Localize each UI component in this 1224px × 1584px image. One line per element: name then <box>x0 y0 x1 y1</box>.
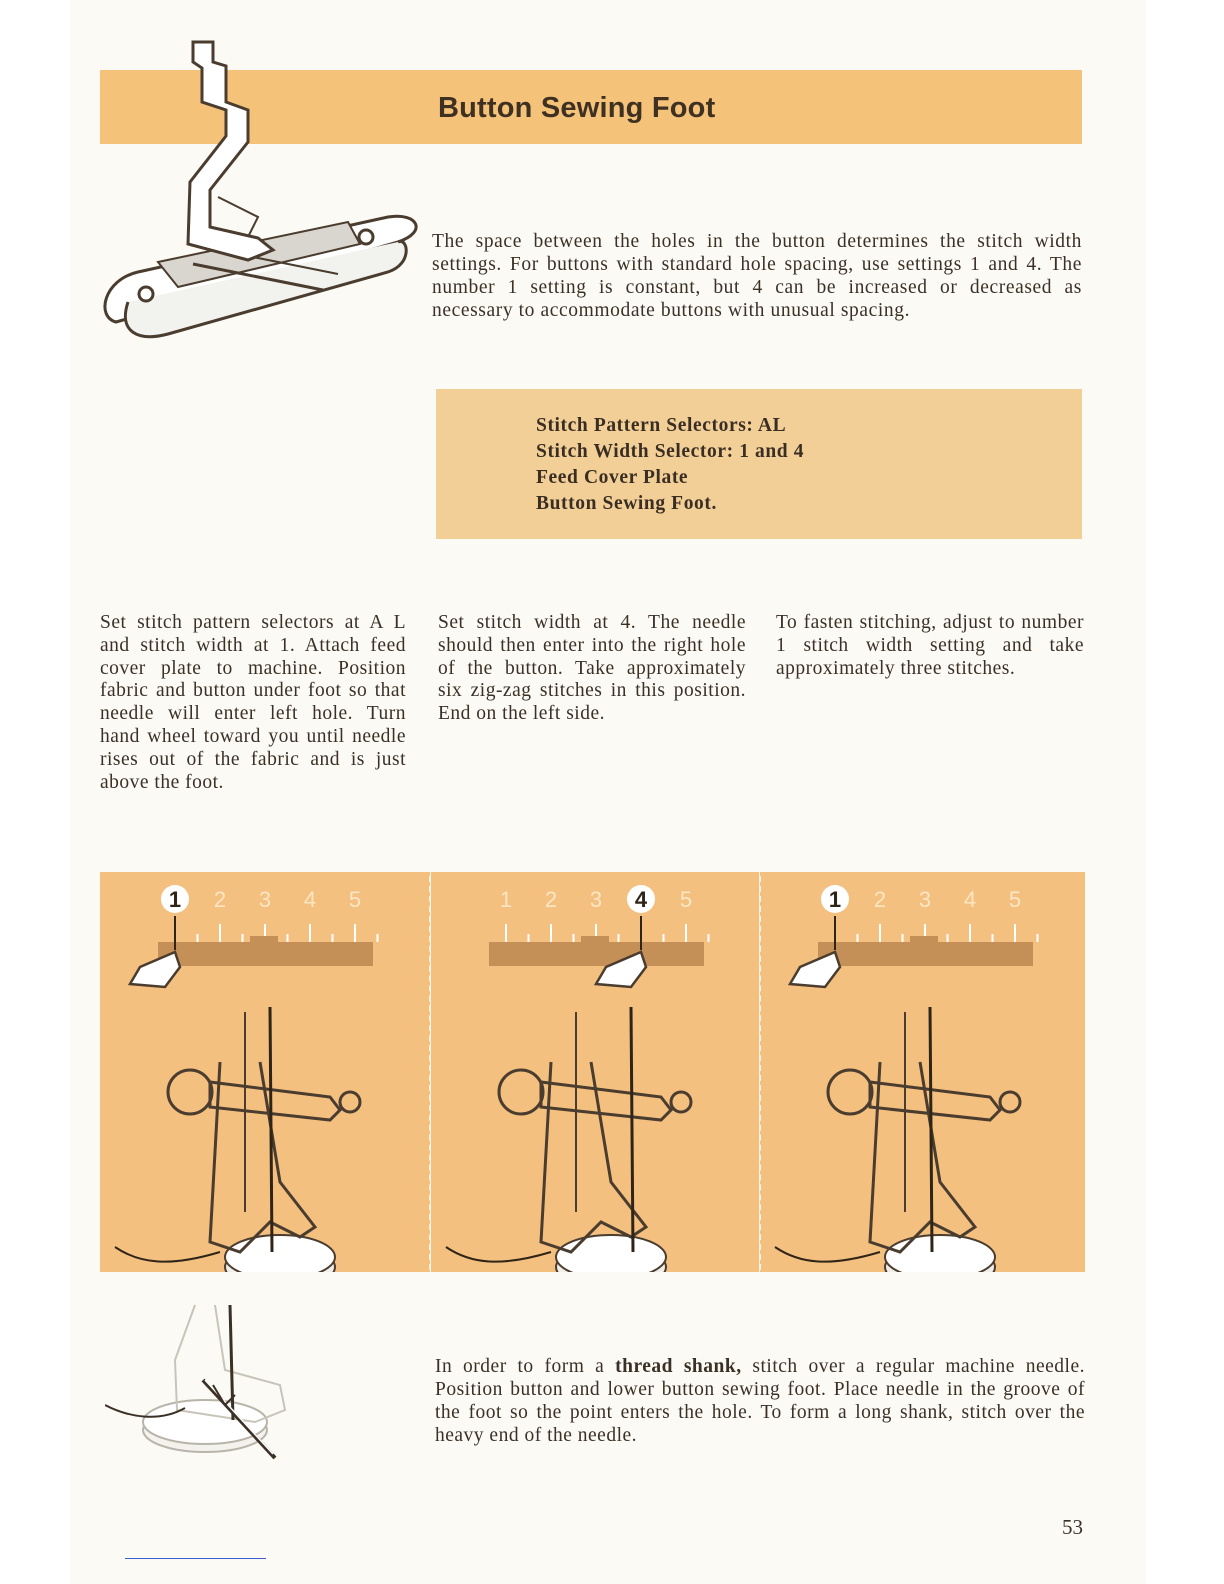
button <box>885 1235 995 1272</box>
width-number: 2 <box>544 887 558 912</box>
shank-text-before: In order to form a <box>435 1356 616 1377</box>
panel-step-2 <box>431 872 759 1272</box>
thread <box>775 1247 880 1262</box>
button <box>556 1235 666 1272</box>
panel-step-2-illustration <box>431 872 759 1272</box>
screw-head <box>340 1092 360 1112</box>
presser-bar <box>541 1082 671 1120</box>
settings-box <box>436 389 1082 539</box>
thumb-screw <box>828 1070 872 1114</box>
step-3-text: To fasten stitching, adjust to number 1 stitch width setting and take approximately three stitches. <box>776 612 1084 679</box>
needle-and-button <box>775 1007 1020 1272</box>
step-1-text: Set stitch pattern selectors at A L and stitch width at 1. Attach feed cover plate to machine. Position fabric and button under foot so that needle will enter left hole. Turn hand wheel toward you until needle rises out of the fabric and is just above the foot. <box>100 612 406 793</box>
panel-step-1-illustration <box>100 872 430 1272</box>
width-number: 2 <box>213 887 227 912</box>
step-2-text: Set stitch width at 4. The needle should then enter into the right hole of the button. Take approximately six zig-zag stitches in this position. End on the left side. <box>438 612 746 725</box>
needle <box>930 1007 932 1252</box>
scale-marker <box>581 936 609 942</box>
shank-text-after: stitch over a regular machine needle. Position button and lower button sewing foot. Place needle in the groove of the foot so the point enters the hole. To form a long shank, stitch over the heavy end of the needle. <box>435 1356 1085 1446</box>
thumb-screw <box>168 1070 212 1114</box>
presser-foot <box>870 1062 975 1252</box>
selected-width-number: 4 <box>634 887 648 912</box>
width-number: 5 <box>1008 887 1022 912</box>
intro-paragraph: The space between the holes in the button determines the stitch width settings. For buttons with standard hole spacing, use settings 1 and 4. The number 1 setting is constant, but 4 can be increased or decreased as necessary to accommodate buttons with unusual spacing. <box>432 231 1082 321</box>
screw-head <box>1000 1092 1020 1112</box>
button <box>225 1235 335 1272</box>
width-number: 3 <box>918 887 932 912</box>
screw-head <box>671 1092 691 1112</box>
presser-bar <box>870 1082 1000 1120</box>
setting-width-selector: Stitch Width Selector: 1 and 4 <box>536 441 805 462</box>
panel-step-1 <box>100 872 430 1272</box>
shank-text-bold: thread shank, <box>615 1356 742 1377</box>
panel-divider <box>759 876 761 1270</box>
panel-divider <box>429 876 431 1270</box>
width-number: 3 <box>589 887 603 912</box>
width-number: 3 <box>258 887 272 912</box>
stitch-width-scale <box>489 942 704 966</box>
page-number: 53 <box>1062 1515 1083 1539</box>
page-title: Button Sewing Foot <box>438 92 716 124</box>
needle <box>270 1007 272 1252</box>
width-number: 5 <box>679 887 693 912</box>
footer-rule <box>125 1558 266 1559</box>
presser-bar <box>210 1082 340 1120</box>
scale-marker <box>250 936 278 942</box>
thread <box>115 1247 220 1262</box>
thread-shank-illustration <box>105 1300 305 1480</box>
presser-foot <box>210 1062 315 1252</box>
stitch-width-scale <box>158 942 373 966</box>
width-number: 5 <box>348 887 362 912</box>
needle-and-button <box>115 1007 360 1272</box>
scale-marker <box>910 936 938 942</box>
needle <box>631 1007 633 1252</box>
button-sewing-foot-illustration <box>98 32 428 362</box>
selected-width-number: 1 <box>828 887 842 912</box>
width-number: 2 <box>873 887 887 912</box>
width-number: 4 <box>963 887 977 912</box>
pointer-foot <box>130 952 180 987</box>
setting-pattern-selectors: Stitch Pattern Selectors: AL <box>536 415 787 436</box>
width-number: 4 <box>303 887 317 912</box>
setting-feed-cover-plate: Feed Cover Plate <box>536 467 689 488</box>
pointer-foot <box>790 952 840 987</box>
panel-step-3-illustration <box>760 872 1085 1272</box>
thread <box>446 1247 551 1262</box>
width-number: 1 <box>499 887 513 912</box>
setting-button-sewing-foot: Button Sewing Foot. <box>536 493 717 514</box>
needle-and-button <box>446 1007 691 1272</box>
selected-width-number: 1 <box>168 887 182 912</box>
thread-shank-paragraph <box>435 1355 1085 1447</box>
panel-step-3 <box>760 872 1085 1272</box>
thumb-screw <box>499 1070 543 1114</box>
stitch-width-scale <box>818 942 1033 966</box>
